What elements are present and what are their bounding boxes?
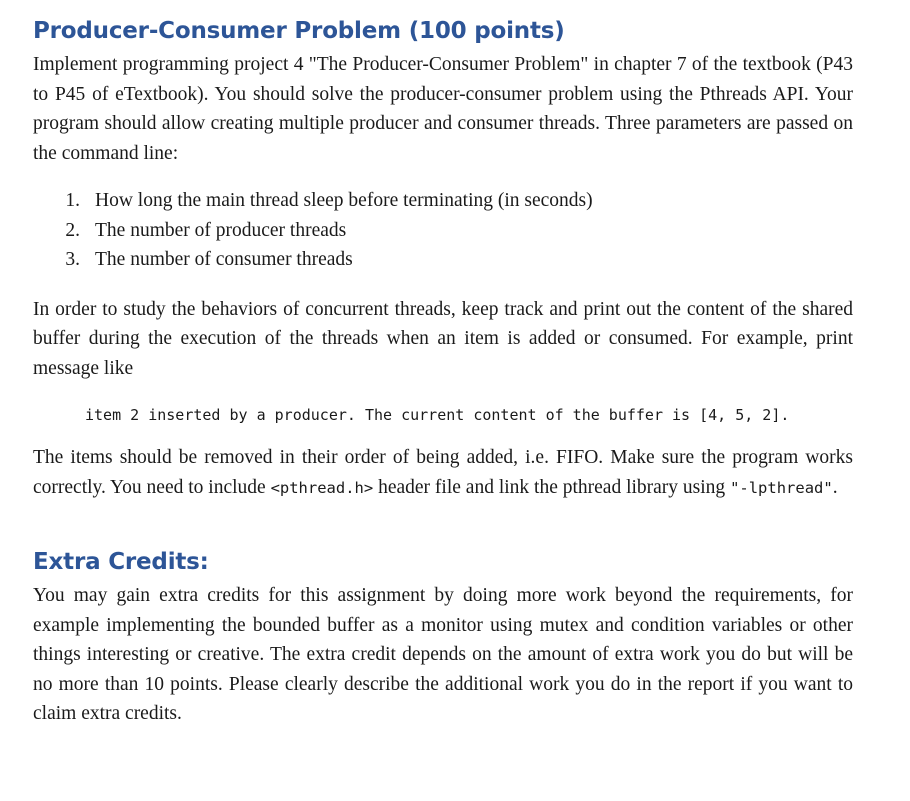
- list-item-number: 1.: [65, 190, 80, 211]
- behavior-paragraph: In order to study the behaviors of concurrent threads, keep track and print out the content of the shared buffer during the execution of the threads when an item is added or consumed. For example, print message like: [33, 298, 853, 379]
- extra-credits-paragraph: You may gain extra credits for this assignment by doing more work beyond the requirements, for example implementing the bounded buffer as a monitor using mutex and condition variables or other things interesting or creative. The extra credit depends on the amount of extra work you do but will be no more than 10 points. Please clearly describe the additional work you do in the report if you want to claim extra credits.: [33, 585, 853, 724]
- fifo-paragraph: [33, 443, 853, 503]
- fifo-text-after: .: [832, 476, 838, 498]
- fifo-text-middle: header file and link the pthread library using: [373, 476, 731, 498]
- list-item-number: 3.: [65, 249, 80, 270]
- example-output-code: item 2 inserted by a producer. The current content of the buffer is [4, 5, 2].: [85, 406, 790, 424]
- list-item-number: 2.: [65, 219, 80, 241]
- list-item-text: How long the main thread sleep before terminating (in seconds): [95, 190, 593, 211]
- page-title: Producer-Consumer Problem (100 points): [33, 18, 565, 44]
- assignment-document: [33, 16, 853, 729]
- parameter-list: [33, 186, 853, 275]
- intro-paragraph: Implement programming project 4 "The Producer-Consumer Problem" in chapter 7 of the textbook (P43 to P45 of eTextbook). You should solve the producer-consumer problem using the Pthreads API. Your program should allow creating multiple producer and consumer threads. Three parameters are passed on the command line:: [33, 54, 853, 164]
- link-flag-code: "-lpthread": [730, 478, 833, 497]
- list-item: [33, 216, 853, 246]
- extra-credits-heading: Extra Credits:: [33, 549, 209, 575]
- list-item-text: The number of producer threads: [95, 219, 347, 241]
- list-item-text: The number of consumer threads: [95, 249, 353, 270]
- list-item: [33, 245, 853, 275]
- fifo-text-before: The items should be removed in their order of being added, i.e. FIFO. Make sure the program works correctly. You need to include: [33, 447, 853, 498]
- list-item: [33, 186, 853, 216]
- header-file-code: <pthread.h>: [270, 478, 374, 497]
